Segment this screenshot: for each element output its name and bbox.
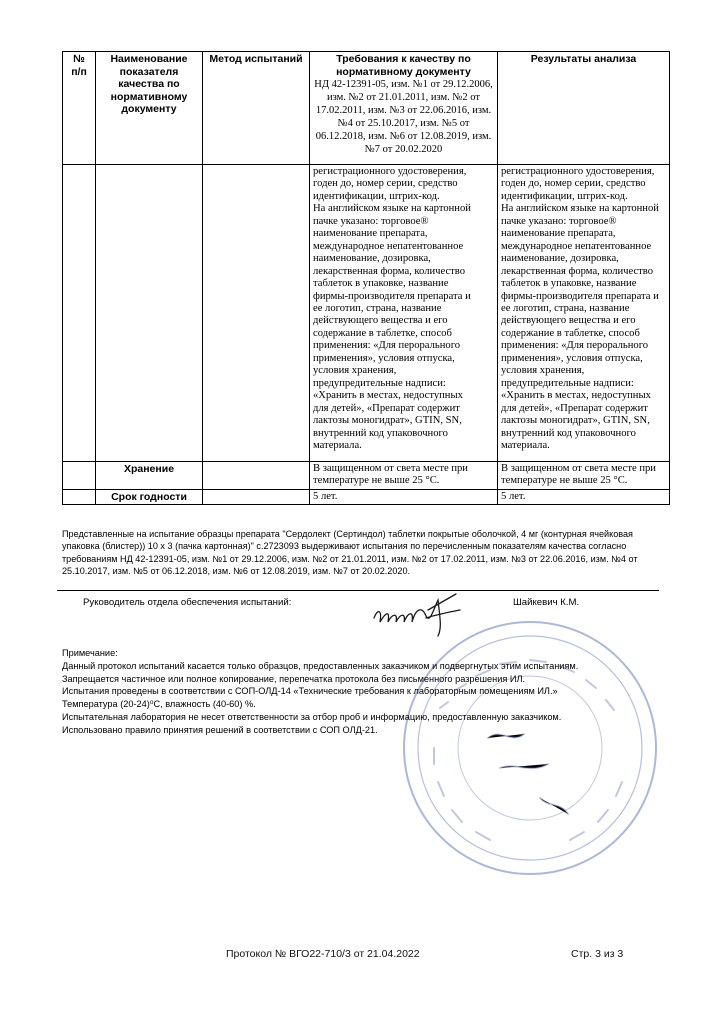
row-name: Хранение xyxy=(96,462,203,490)
table-row xyxy=(63,165,670,462)
conclusion-text: Представленные на испытание образцы препарата "Сердолект (Сертиндол) таблетки покрытые оболочкой, 4 мг (контурная ячейковая упаковка (блистер)) 10 х 3 (пачка картонная)" с.2723093 выдерживают испытания по перечисленным показателям качества согласно требованиям НД 42-12391-05, изм. №1 от 29.12.2006, изм. №2 от 21.01.2011, изм. №2 от 17.02.2011, изм. №3 от 22.06.2016, изм. №4 от 25.10.2017, изм. №5 от 06.12.2018, изм. №6 от 12.08.2019, изм. №7 от 20.02.2020. xyxy=(62,529,638,576)
footer-page-number: Стр. 3 из 3 xyxy=(571,948,624,960)
header-name: Наименование показателя качества по нормативному документу xyxy=(96,52,203,165)
header-requirements-doc: НД 42-12391-05, изм. №1 от 29.12.2006, изм. №2 от 21.01.2011, изм. №2 от 17.02.2011, изм. №3 от 22.06.2016, изм. №4 от 25.10.2017, изм. №5 от 06.12.2018, изм. №6 от 12.08.2019, изм. №7 от 20.02.2020 xyxy=(314,79,493,155)
row-requirement: В защищенном от света месте при температуре не выше 25 °С. xyxy=(310,462,498,490)
header-method: Метод испытаний xyxy=(203,52,310,165)
row-method xyxy=(203,490,310,505)
row-name xyxy=(96,165,203,462)
divider xyxy=(57,590,659,591)
header-results: Результаты анализа xyxy=(498,52,670,165)
header-num: № п/п xyxy=(63,52,96,165)
row-result: регистрационного удостоверения, годен до, номер серии, средство идентификации, штрих-код. На английском языке на картонной пачке указано: торговое® наименование препарата, международное непатентованное наименование, дозировка, лекарственная форма, количество таблеток в упаковке, название фирмы-производителя препарата и ее логотип, страна, название действующего вещества и его содержание в таблетке, способ применения: «Для перорального применения», условия отпуска, условия хранения, предупредительные надписи: «Хранить в местах, недоступных для детей», «Препарат содержит лактозы моногидрат», GTIN, SN, внутренний код упаковочного материала. xyxy=(498,165,670,462)
notes-title: Примечание: xyxy=(62,648,118,658)
table-header-row xyxy=(63,52,670,165)
row-result: 5 лет. xyxy=(498,490,670,505)
notes-line: Данный протокол испытаний касается только образцов, предоставленных заказчиком и подвергнутых этим испытаниям. xyxy=(62,660,579,671)
notes-section xyxy=(62,647,682,737)
row-num xyxy=(63,490,96,505)
notes-line: Запрещается частичное или полное копирование, перепечатка протокола без письменного разрешения ИЛ. xyxy=(62,673,526,684)
row-num xyxy=(63,165,96,462)
notes-line: Температура (20-24)⁰С, влажность (40-60) %. xyxy=(62,699,256,710)
table-row xyxy=(63,462,670,490)
row-requirement: 5 лет. xyxy=(310,490,498,505)
row-method xyxy=(203,462,310,490)
results-table xyxy=(62,51,670,505)
table-row xyxy=(63,490,670,505)
notes-line: Испытания проведены в соответствии с СОП-ОЛД-14 «Технические требования к лабораторным помещениям ИЛ.» xyxy=(62,686,558,697)
notes-line: Использовано правило принятия решений в соответствии с СОП ОЛД-21. xyxy=(62,724,378,735)
header-requirements xyxy=(310,52,498,165)
signature-person: Шайкевич К.М. xyxy=(513,597,580,608)
row-requirement: регистрационного удостоверения, годен до, номер серии, средство идентификации, штрих-код. На английском языке на картонной пачке указано: торговое® наименование препарата, международное непатентованное наименование, дозировка, лекарственная форма, количество таблеток в упаковке, название фирмы-производителя препарата и ее логотип, страна, название действующего вещества и его содержание в таблетке, способ применения: «Для перорального применения», условия отпуска, условия хранения, предупредительные надписи: «Хранить в местах, недоступных для детей», «Препарат содержит лактозы моногидрат», GTIN, SN, внутренний код упаковочного материала. xyxy=(310,165,498,462)
row-name: Срок годности xyxy=(96,490,203,505)
row-method xyxy=(203,165,310,462)
notes-line: Испытательная лаборатория не несет ответственности за отбор проб и информацию, предоставленную заказчиком. xyxy=(62,711,562,722)
signature-position: Руководитель отдела обеспечения испытаний: xyxy=(83,597,292,608)
row-result: В защищенном от света месте при температуре не выше 25 °С. xyxy=(498,462,670,490)
footer-protocol: Протокол № ВГО22-710/3 от 21.04.2022 xyxy=(226,948,420,960)
header-requirements-title: Требования к качеству по нормативному документу xyxy=(336,53,471,78)
row-num xyxy=(63,462,96,490)
